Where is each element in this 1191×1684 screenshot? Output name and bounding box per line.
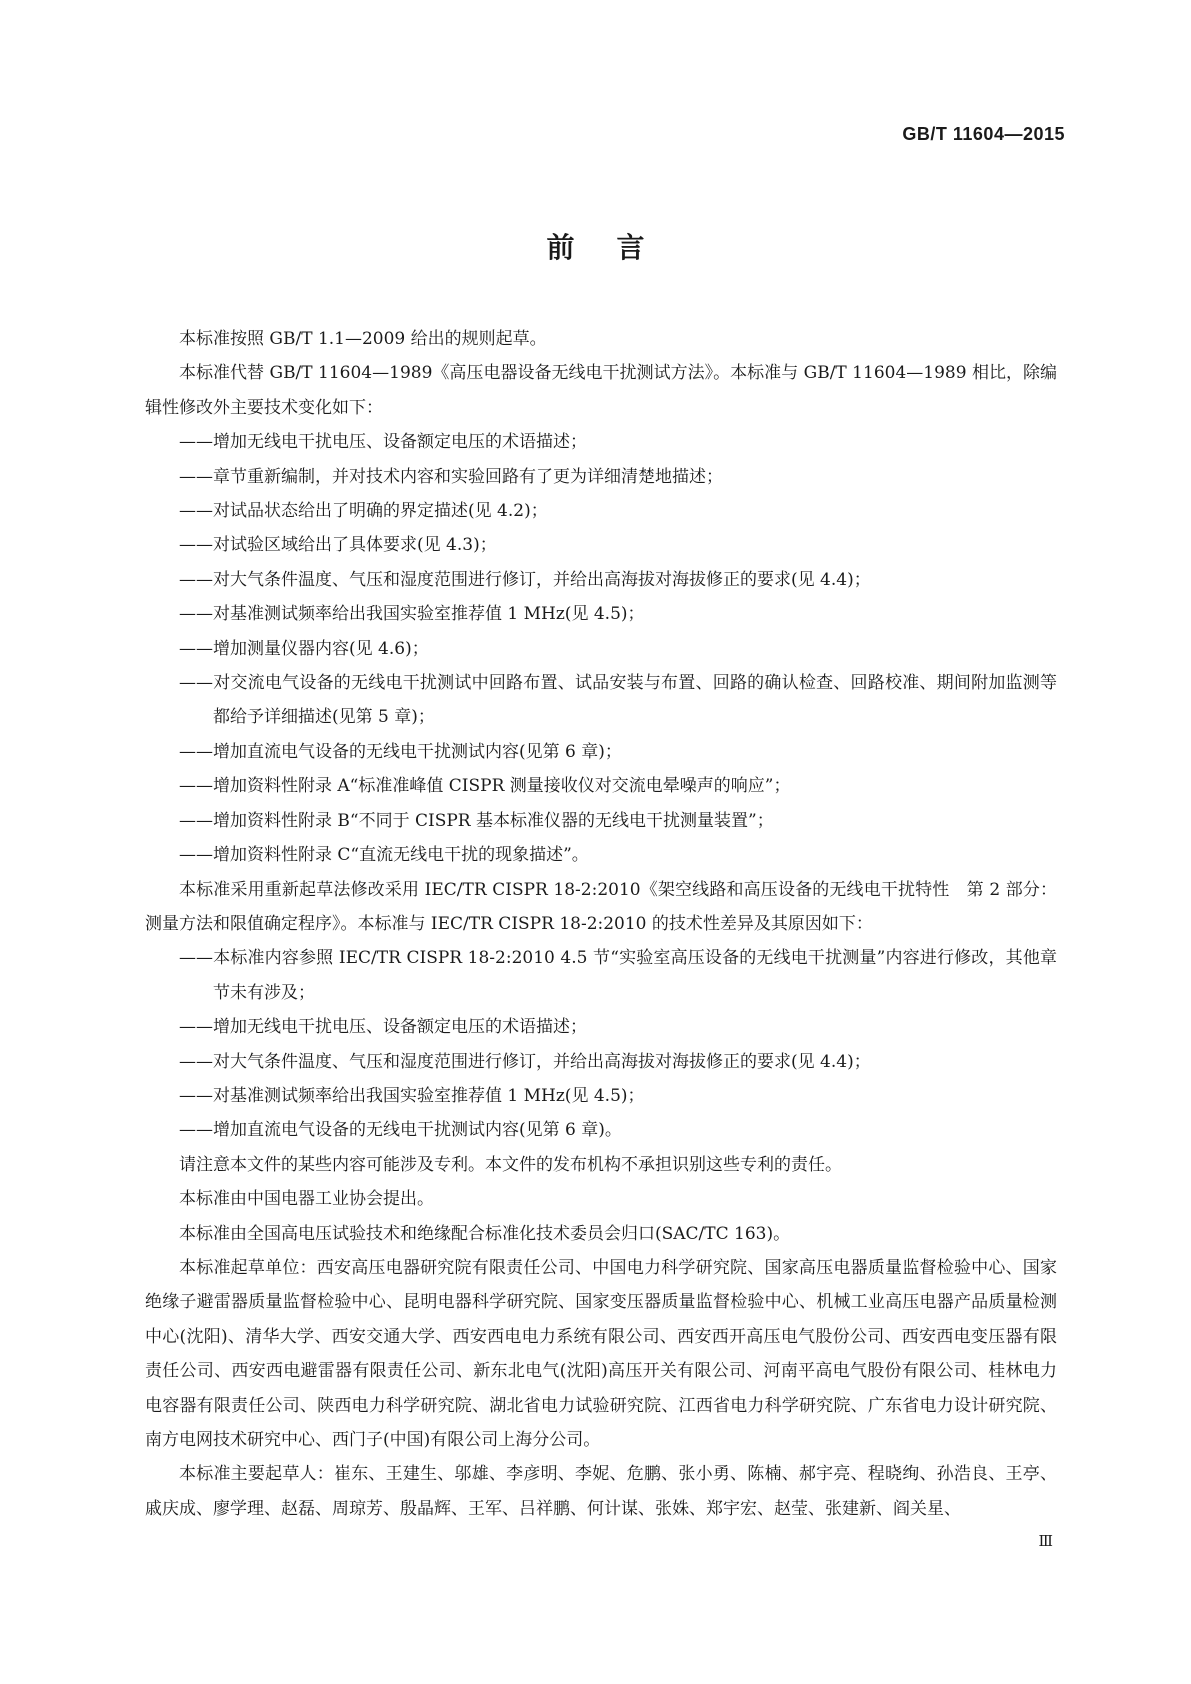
list-item: ——增加直流电气设备的无线电干扰测试内容(见第 6 章)；	[179, 741, 622, 762]
list-item: ——增加资料性附录 C“直流无线电干扰的现象描述”。	[179, 845, 589, 866]
list-item: ——增加无线电干扰电压、设备额定电压的术语描述；	[179, 1017, 587, 1038]
list-item: ——增加测量仪器内容(见 4.6)；	[179, 638, 429, 659]
body-paragraph: 请注意本文件的某些内容可能涉及专利。本文件的发布机构不承担识别这些专利的责任。	[179, 1154, 842, 1175]
body-paragraph: 本标准起草单位：西安高压电器研究院有限责任公司、中国电力科学研究院、国家高压电器质量监督检验中心、国家绝缘子避雷器质量监督检验中心、昆明电器科学研究院、国家变压器质量监督检验中心、机械工业高压电器产品质量检测中心(沈阳)、清华大学、西安交通大学、西安西电电力系统有限公司、西安西开高压电气股份公司、西安西电变压器有限责任公司、西安西电避雷器有限责任公司、新东北电气(沈阳)高压开关有限公司、河南平高电气股份有限公司、桂林电力电容器有限责任公司、陕西电力科学研究院、湖北省电力试验研究院、江西省电力科学研究院、广东省电力设计研究院、南方电网技术研究中心、西门子(中国)有限公司上海分公司。	[145, 1257, 1057, 1450]
standard-code: GB/T 11604—2015	[902, 124, 1065, 144]
list-item: ——增加无线电干扰电压、设备额定电压的术语描述；	[179, 432, 587, 453]
list-item: ——对试品状态给出了明确的界定描述(见 4.2)；	[179, 501, 548, 522]
list-item: ——对交流电气设备的无线电干扰测试中回路布置、试品安装与布置、回路的确认检查、回路校准、期间附加监测等都给予详细描述(见第 5 章)；	[179, 673, 1057, 728]
list-item: ——对基准测试频率给出我国实验室推荐值 1 MHz(见 4.5)；	[179, 1085, 645, 1106]
list-item: ——对大气条件温度、气压和湿度范围进行修订，并给出高海拔对海拔修正的要求(见 4.4)；	[179, 1051, 871, 1072]
list-item: ——章节重新编制，并对技术内容和实验回路有了更为详细清楚地描述；	[179, 466, 723, 487]
body-paragraph: 本标准按照 GB/T 1.1—2009 给出的规则起草。	[179, 329, 547, 349]
body-paragraph: 本标准主要起草人：崔东、王建生、邬雄、李彦明、李妮、危鹏、张小勇、陈楠、郝宇亮、程晓绚、孙浩良、王亭、戚庆成、廖学理、赵磊、周琼芳、殷晶辉、王军、吕祥鹏、何计谋、张姝、郑宇宏、赵莹、张建新、阎关星、	[145, 1464, 1057, 1519]
list-item: ——增加资料性附录 B“不同于 CISPR 基本标准仪器的无线电干扰测量装置”；	[179, 810, 774, 831]
body-paragraph: 本标准由全国高电压试验技术和绝缘配合标准化技术委员会归口(SAC/TC 163)。	[179, 1223, 791, 1244]
list-item: ——对试验区域给出了具体要求(见 4.3)；	[179, 535, 497, 556]
body-paragraph: 本标准采用重新起草法修改采用 IEC/TR CISPR 18-2:2010《架空线路和高压设备的无线电干扰特性 第 2 部分：测量方法和限值确定程序》。本标准与 IEC/TR CISPR 18-2:2010 的技术性差异及其原因如下：	[145, 879, 1057, 934]
list-item: ——对基准测试频率给出我国实验室推荐值 1 MHz(见 4.5)；	[179, 604, 645, 625]
list-item: ——增加直流电气设备的无线电干扰测试内容(见第 6 章)。	[179, 1120, 622, 1141]
page-number: Ⅲ	[1038, 1532, 1053, 1550]
body-paragraph: 本标准由中国电器工业协会提出。	[179, 1189, 434, 1210]
list-item: ——增加资料性附录 A“标准准峰值 CISPR 测量接收仪对交流电晕噪声的响应”；	[179, 776, 791, 797]
list-item: ——本标准内容参照 IEC/TR CISPR 18-2:2010 4.5 节“实验室高压设备的无线电干扰测量”内容进行修改，其他章节未有涉及；	[179, 948, 1057, 1003]
body-paragraph: 本标准代替 GB/T 11604—1989《高压电器设备无线电干扰测试方法》。本标准与 GB/T 11604—1989 相比，除编辑性修改外主要技术变化如下：	[145, 363, 1057, 418]
list-item: ——对大气条件温度、气压和湿度范围进行修订，并给出高海拔对海拔修正的要求(见 4.4)；	[179, 569, 871, 590]
document-body	[145, 322, 1057, 1526]
page-title: 前言	[546, 231, 687, 264]
